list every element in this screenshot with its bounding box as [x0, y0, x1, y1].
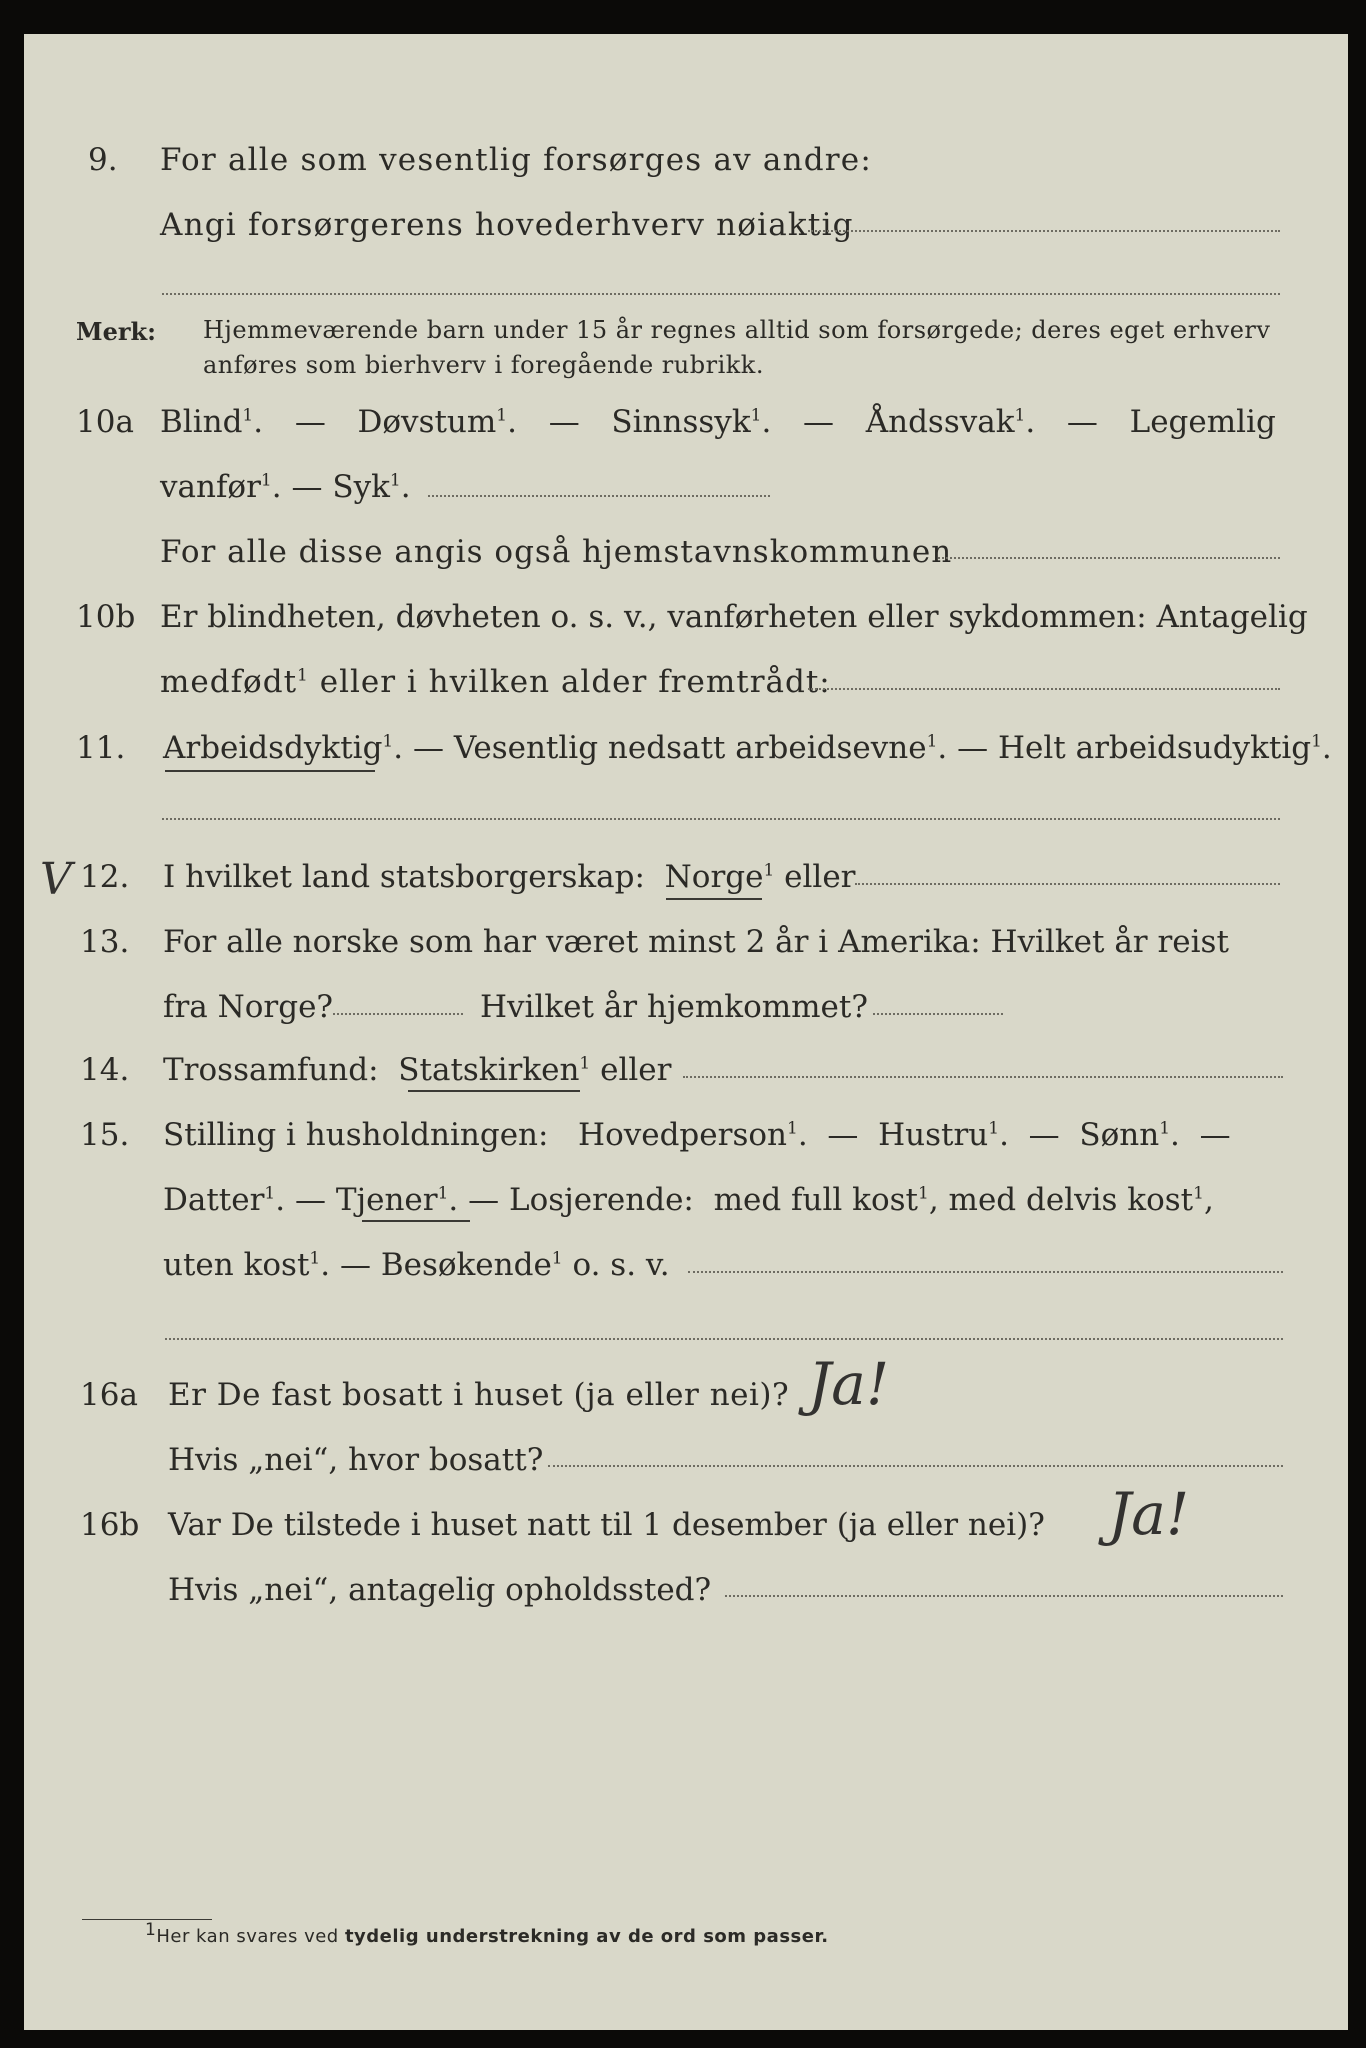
item-number-16b: 16b [80, 1507, 140, 1543]
option-dovstum[interactable]: Døvstum [357, 404, 497, 440]
q15-line1: Stilling i husholdningen: Hovedperson$^1$. — Hustru$^1$. — Sønn$^1$. — [163, 1117, 1231, 1153]
merk-line1: Hjemmeværende barn under 15 år regnes alltid som forsørgede; deres eget erhverv [203, 316, 1271, 344]
option-besokende[interactable]: Besøkende [380, 1247, 552, 1283]
option-statskirken[interactable]: Statskirken [398, 1052, 580, 1088]
q9-line2: Angi forsørgerens hovederhverv nøiaktig [160, 207, 854, 243]
q14-line: Trossamfund: Statskirken$^1$ eller [163, 1052, 672, 1088]
q16a-bosatt-line[interactable] [548, 1465, 1283, 1467]
q16a-handwritten-answer: Ja! [808, 1350, 890, 1418]
q10a-line1: Blind$^1$. — Døvstum$^1$. — Sinnssyk$^1$. — Åndssvak$^1$. — Legemlig [160, 404, 1276, 440]
q10a-answer-line[interactable] [428, 495, 770, 497]
item-number-14: 14. [80, 1052, 130, 1088]
item-number-12: 12. [80, 859, 130, 895]
q9-line1: For alle som vesentlig forsørges av andre: [160, 142, 872, 178]
q10a-line3: For alle disse angis også hjemstavnskommunen [160, 534, 953, 570]
check-mark: V [40, 854, 72, 905]
option-legemlig[interactable]: Legemlig [1129, 404, 1276, 440]
q16b-line2: Hvis „nei“, antagelig opholdssted? [168, 1572, 712, 1608]
item-number-10b: 10b [76, 599, 136, 635]
q13-reist-line[interactable] [333, 1013, 463, 1015]
item-number-15: 15. [80, 1117, 130, 1153]
q10b-line2: medfødt$^1$ eller i hvilken alder fremtrådt: [160, 664, 831, 700]
option-full-kost[interactable]: med full kost [713, 1182, 918, 1218]
item-number-9: 9. [88, 142, 118, 178]
q9-answer-line[interactable] [808, 230, 1280, 232]
q13-fra-label: fra Norge? [163, 989, 334, 1025]
merk-label: Merk: [76, 317, 156, 346]
q16a-line1: Er De fast bosatt i huset (ja eller nei)? [168, 1377, 790, 1413]
footnote: 1Her kan svares ved tydelig understrekning av de ord som passer. [145, 1920, 829, 1947]
option-sinnssyk[interactable]: Sinnssyk [611, 404, 751, 440]
q16b-opholdssted-line[interactable] [725, 1595, 1283, 1597]
merk-line2: anføres som bierhverv i foregående rubrikk. [203, 351, 764, 379]
item-number-11: 11. [76, 730, 126, 766]
q13-hjemkommet-line[interactable] [873, 1013, 1003, 1015]
option-syk[interactable]: Syk [332, 469, 390, 505]
q10a-line2: vanfør$^1$. — Syk$^1$. [160, 469, 411, 505]
option-nedsatt[interactable]: Vesentlig nedsatt arbeidsevne [453, 730, 927, 766]
q16b-line1: Var De tilstede i huset natt til 1 desember (ja eller nei)? [168, 1507, 1045, 1543]
option-delvis-kost[interactable]: med delvis kost [948, 1182, 1194, 1218]
option-medfodt[interactable]: medfødt [160, 664, 298, 700]
underline-statskirken [408, 1090, 580, 1092]
q16a-line2: Hvis „nei“, hvor bosatt? [168, 1442, 544, 1478]
underline-norge [666, 898, 762, 900]
option-uten-kost[interactable]: uten kost [163, 1247, 310, 1283]
option-sonn[interactable]: Sønn [1079, 1117, 1160, 1153]
item-number-13: 13. [80, 924, 130, 960]
q13-line1: For alle norske som har været minst 2 år i Amerika: Hvilket år reist [163, 924, 1229, 960]
q16b-handwritten-answer: Ja! [1108, 1480, 1190, 1548]
item-number-16a: 16a [80, 1377, 138, 1413]
q9-answer-line-2[interactable] [162, 293, 1280, 295]
q10b-answer-line[interactable] [808, 688, 1280, 690]
q12-line: I hvilket land statsborgerskap: Norge$^1$ eller [163, 859, 856, 895]
underline-arbeidsdyktig [165, 770, 375, 772]
option-hovedperson[interactable]: Hovedperson [578, 1117, 787, 1153]
q15-line2: Datter$^1$. — Tjener$^1$. — Losjerende: med full kost$^1$, med delvis kost$^1$, [163, 1182, 1214, 1218]
q12-answer-line[interactable] [855, 883, 1280, 885]
item-number-10a: 10a [76, 404, 134, 440]
q15-line3: uten kost$^1$. — Besøkende$^1$ o. s. v. [163, 1247, 670, 1283]
q14-answer-line[interactable] [683, 1076, 1283, 1078]
q10b-line1: Er blindheten, døvheten o. s. v., vanførheten eller sykdommen: Antagelig [160, 599, 1308, 635]
option-norge[interactable]: Norge [664, 859, 764, 895]
q15-answer-line-2[interactable] [165, 1338, 1283, 1340]
option-vanfor[interactable]: vanfør [160, 469, 261, 505]
q11-line: Arbeidsdyktig$^1$. — Vesentlig nedsatt arbeidsevne$^1$. — Helt arbeidsudyktig$^1$. [163, 730, 1332, 766]
q10a-hjemstavn-line[interactable] [938, 557, 1280, 559]
q11-answer-line[interactable] [162, 818, 1280, 820]
option-hustru[interactable]: Hustru [878, 1117, 989, 1153]
underline-tjener [362, 1220, 470, 1222]
option-blind[interactable]: Blind [160, 404, 243, 440]
option-andssvak[interactable]: Åndssvak [865, 404, 1015, 440]
option-tjener[interactable]: Tjener [335, 1182, 438, 1218]
option-udyktig[interactable]: Helt arbeidsudyktig [997, 730, 1312, 766]
option-arbeidsdyktig[interactable]: Arbeidsdyktig [163, 730, 383, 766]
q15-answer-line[interactable] [688, 1271, 1283, 1273]
option-datter[interactable]: Datter [163, 1182, 265, 1218]
q13-hjem-label: Hvilket år hjemkommet? [480, 989, 868, 1025]
